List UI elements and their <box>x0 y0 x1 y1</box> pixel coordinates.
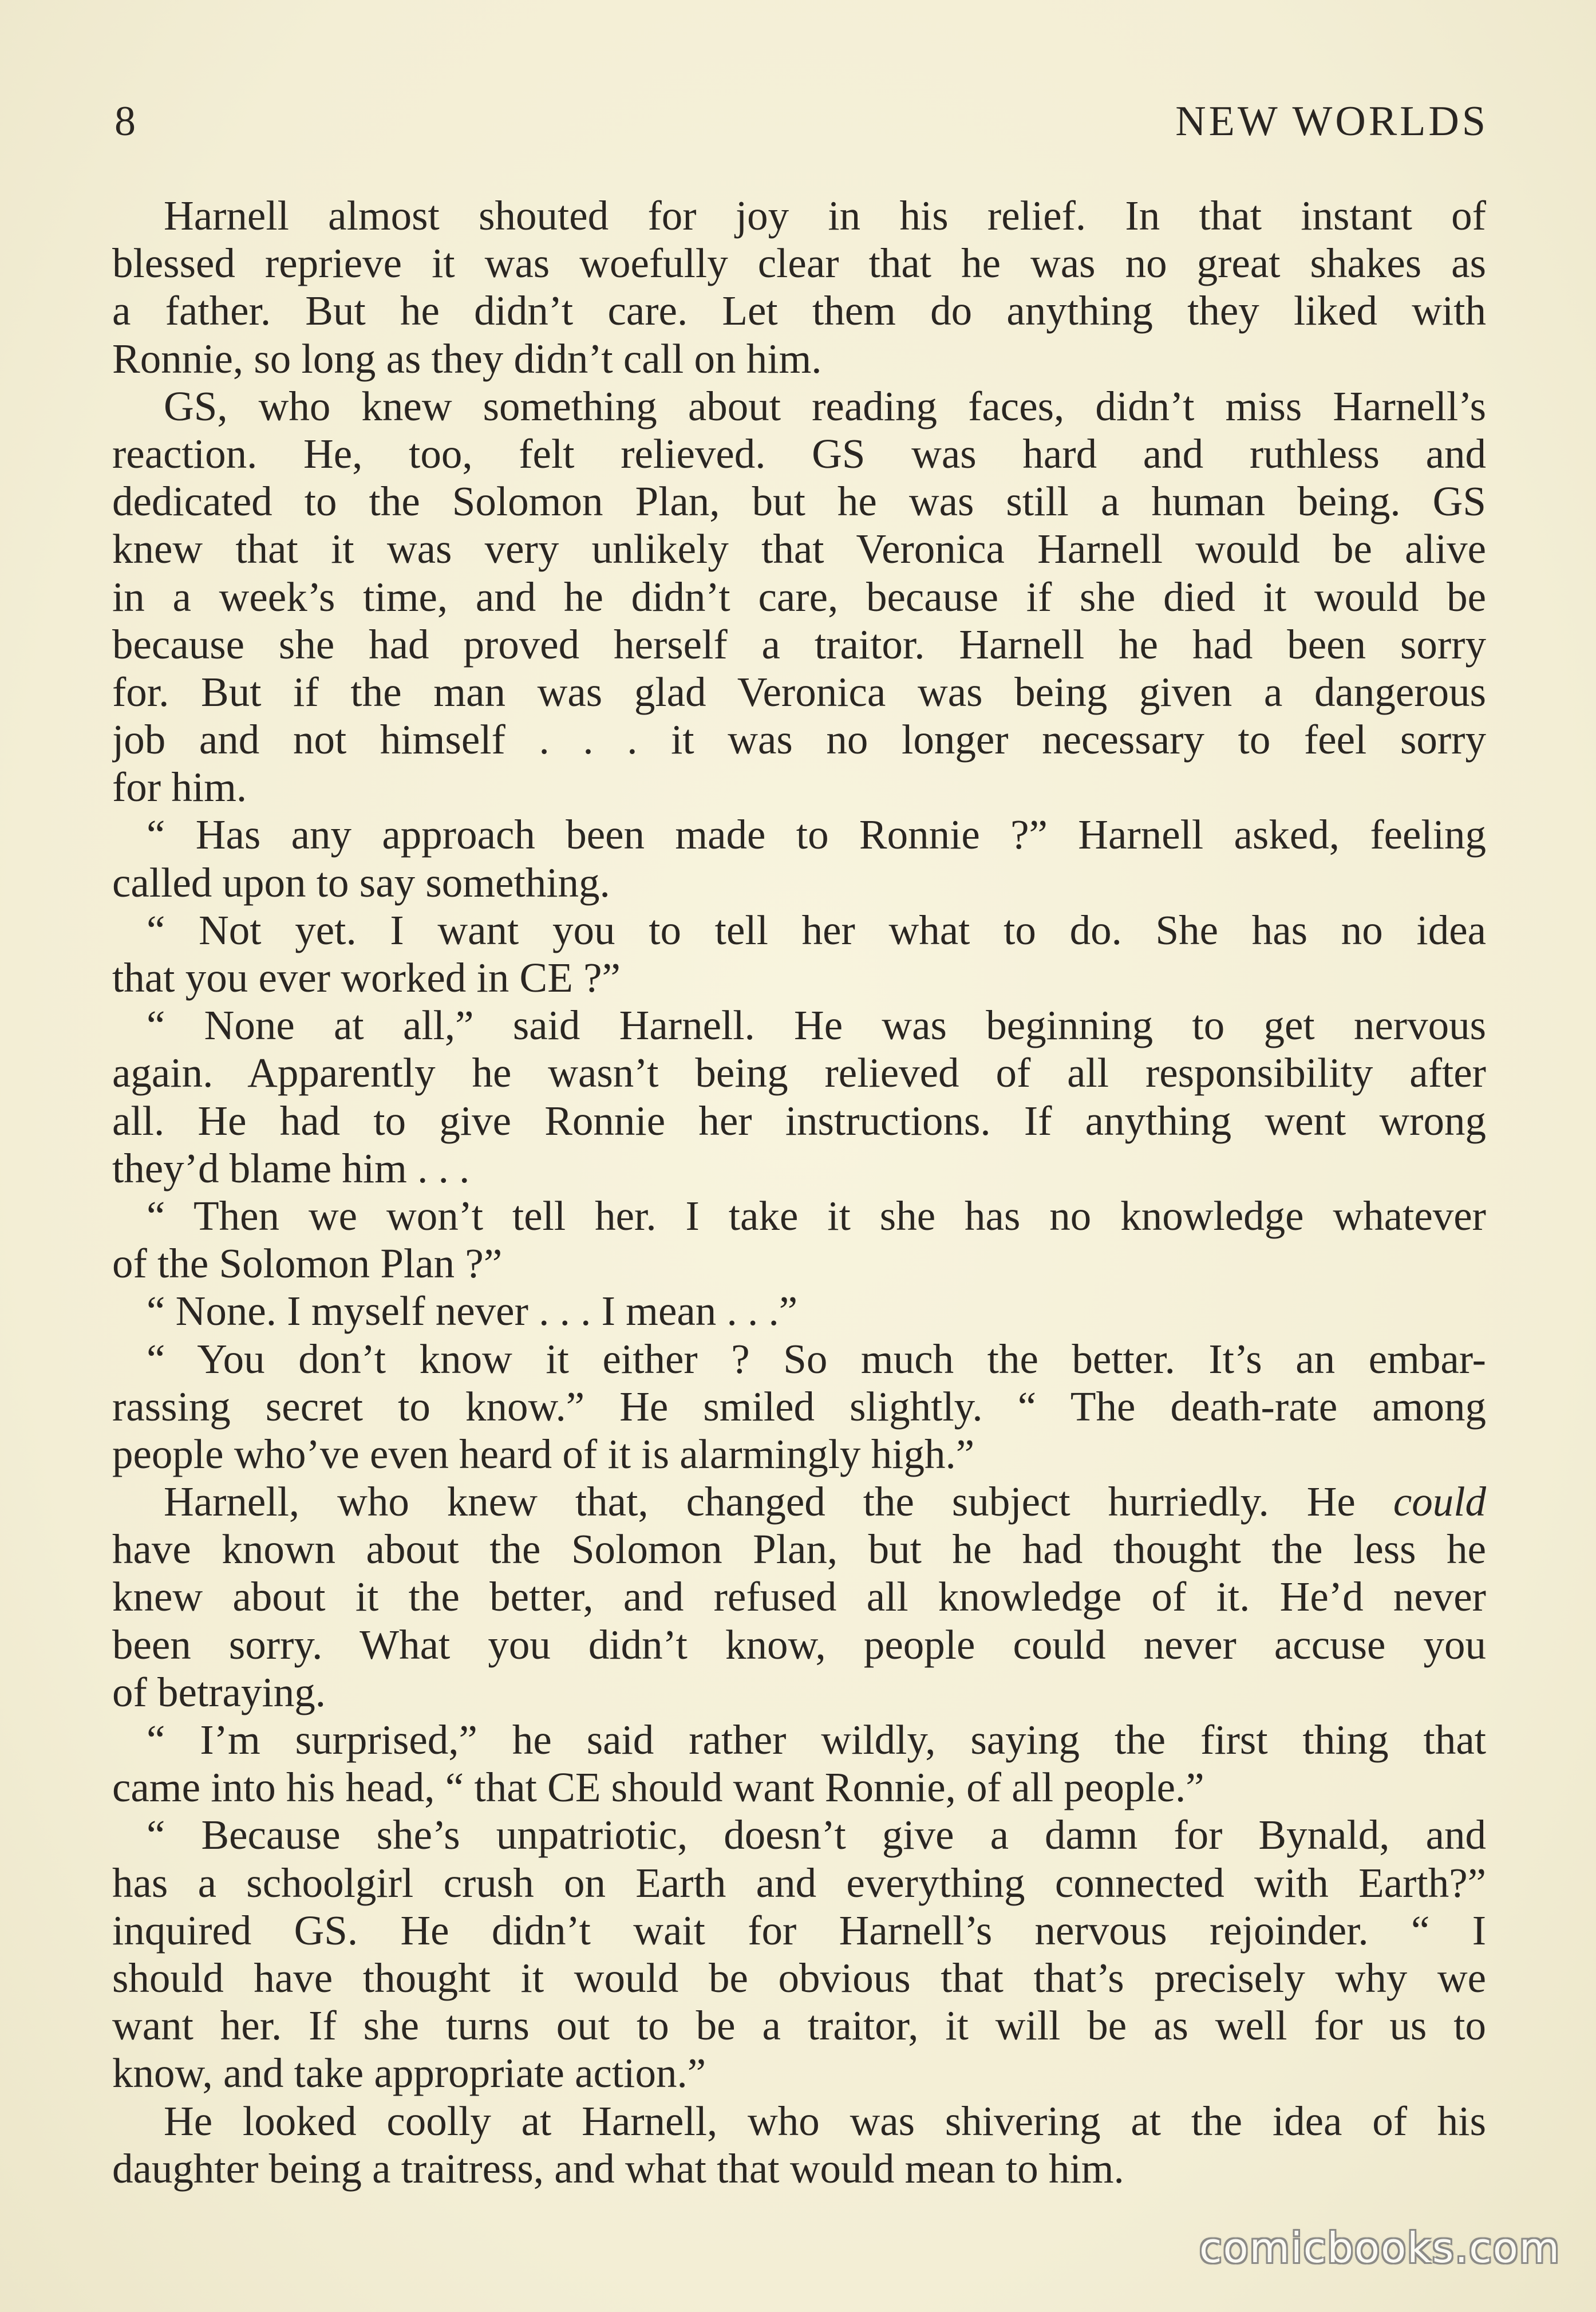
text-line: Harnell, who knew that, changed the subject hurriedly. He could <box>164 1478 1486 1525</box>
text-line: came into his head, “ that CE should want Ronnie, of all people.” <box>112 1764 1204 1811</box>
text-line: of the Solomon Plan ?” <box>112 1240 503 1287</box>
text-line: should have thought it would be obvious that that’s precisely why we <box>112 1954 1486 2001</box>
text-line: “ None. I myself never . . . I mean . . .” <box>147 1288 798 1335</box>
text-line: “ Because she’s unpatriotic, doesn’t give a damn for Bynald, and <box>147 1812 1486 1859</box>
text-line: they’d blame him . . . <box>112 1145 470 1191</box>
text-line: Ronnie, so long as they didn’t call on him. <box>112 335 822 382</box>
text-line: been sorry. What you didn’t know, people could never accuse you <box>112 1621 1486 1668</box>
text-line: GS, who knew something about reading faces, didn’t miss Harnell’s <box>164 382 1486 429</box>
emphasized-word: could <box>1393 1478 1486 1525</box>
text-line: a father. But he didn’t care. Let them do anything they liked with <box>112 287 1486 334</box>
text-line: reaction. He, too, felt relieved. GS was hard and ruthless and <box>112 430 1486 477</box>
text-line: blessed reprieve it was woefully clear that he was no great shakes as <box>112 240 1486 287</box>
text-line: for. But if the man was glad Veronica was being given a dangerous <box>112 668 1486 715</box>
text-line: in a week’s time, and he didn’t care, because if she died it would be <box>112 573 1486 620</box>
text-line: job and not himself . . . it was no longer necessary to feel sorry <box>112 716 1486 763</box>
text-line: know, and take appropriate action.” <box>112 2050 706 2097</box>
text-line: for him. <box>112 764 247 811</box>
text-line: dedicated to the Solomon Plan, but he was still a human being. GS <box>112 478 1486 525</box>
text-line: He looked coolly at Harnell, who was shivering at the idea of his <box>164 2097 1486 2144</box>
watermark-text: comicbooks.com <box>1199 2224 1561 2272</box>
text-line: “ Has any approach been made to Ronnie ?” Harnell asked, feeling <box>147 811 1486 858</box>
text-line: of betraying. <box>112 1668 326 1715</box>
text-line: want her. If she turns out to be a traitor, it will be as well for us to <box>112 2002 1486 2049</box>
text-line: has a schoolgirl crush on Earth and everything connected with Earth?” <box>112 1859 1486 1906</box>
text-line: that you ever worked in CE ?” <box>112 954 621 1001</box>
text-line: knew that it was very unlikely that Veronica Harnell would be alive <box>112 526 1486 573</box>
text-line: knew about it the better, and refused all knowledge of it. He’d never <box>112 1573 1486 1620</box>
text-line: people who’ve even heard of it is alarmingly high.” <box>112 1430 975 1477</box>
text-line: “ Then we won’t tell her. I take it she has no knowledge whatever <box>147 1192 1486 1239</box>
text-line: daughter being a traitress, and what that would mean to him. <box>112 2145 1124 2192</box>
text-line: “ You don’t know it either ? So much the better. It’s an embar- <box>147 1335 1486 1382</box>
page-number: 8 <box>114 98 137 145</box>
text-line: rassing secret to know.” He smiled slightly. “ The death-rate among <box>112 1383 1486 1430</box>
body-text <box>112 192 1486 2192</box>
text-line: inquired GS. He didn’t wait for Harnell’s nervous rejoinder. “ I <box>112 1907 1486 1954</box>
journal-title: NEW WORLDS <box>1175 98 1488 145</box>
text-line: have known about the Solomon Plan, but he had thought the less he <box>112 1526 1486 1573</box>
text-line: called upon to say something. <box>112 859 610 906</box>
text-line: “ I’m surprised,” he said rather wildly, saying the first thing that <box>147 1717 1486 1763</box>
text-line: again. Apparently he wasn’t being relieved of all responsibility after <box>112 1050 1486 1096</box>
text-line: Harnell almost shouted for joy in his relief. In that instant of <box>164 192 1486 239</box>
text-line: because she had proved herself a traitor. Harnell he had been sorry <box>112 621 1486 668</box>
text-line: “ Not yet. I want you to tell her what to do. She has no idea <box>147 906 1486 953</box>
text-line: all. He had to give Ronnie her instructions. If anything went wrong <box>112 1097 1486 1144</box>
running-head <box>114 97 1488 155</box>
text-line: “ None at all,” said Harnell. He was beginning to get nervous <box>147 1002 1486 1049</box>
